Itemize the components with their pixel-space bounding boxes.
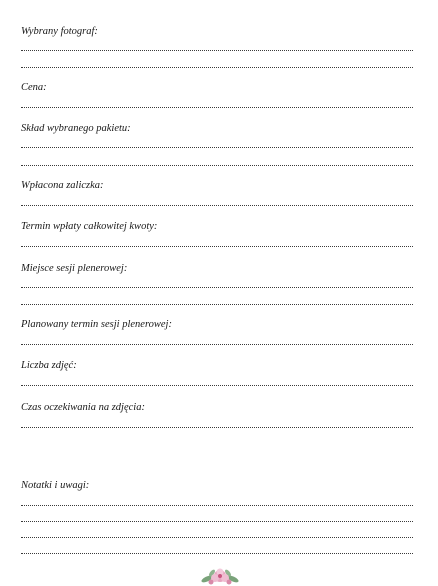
answer-line[interactable]	[21, 67, 413, 68]
field-label-package: Skład wybranego pakietu:	[21, 123, 131, 134]
field-label-price: Cena:	[21, 82, 47, 93]
field-label-deposit: Wpłacona zaliczka:	[21, 180, 104, 191]
answer-line[interactable]	[21, 205, 413, 206]
notes-label: Notatki i uwagi:	[21, 480, 90, 491]
answer-line[interactable]	[21, 107, 413, 108]
answer-line[interactable]	[21, 246, 413, 247]
notes-line[interactable]	[21, 505, 413, 506]
field-label-payment-deadline: Termin wpłaty całkowitej kwoty:	[21, 221, 158, 232]
answer-line[interactable]	[21, 385, 413, 386]
answer-line[interactable]	[21, 147, 413, 148]
field-label-photographer: Wybrany fotograf:	[21, 26, 98, 37]
answer-line[interactable]	[21, 165, 413, 166]
floral-ornament-icon	[199, 565, 241, 586]
notes-line[interactable]	[21, 537, 413, 538]
field-label-session-location: Miejsce sesji plenerowej:	[21, 263, 128, 274]
notes-line[interactable]	[21, 553, 413, 554]
field-label-session-date: Planowany termin sesji plenerowej:	[21, 319, 172, 330]
answer-line[interactable]	[21, 344, 413, 345]
answer-line[interactable]	[21, 287, 413, 288]
field-label-waiting-time: Czas oczekiwania na zdjęcia:	[21, 402, 145, 413]
field-label-photo-count: Liczba zdjęć:	[21, 360, 77, 371]
answer-line[interactable]	[21, 304, 413, 305]
notes-line[interactable]	[21, 521, 413, 522]
answer-line[interactable]	[21, 50, 413, 51]
answer-line[interactable]	[21, 427, 413, 428]
